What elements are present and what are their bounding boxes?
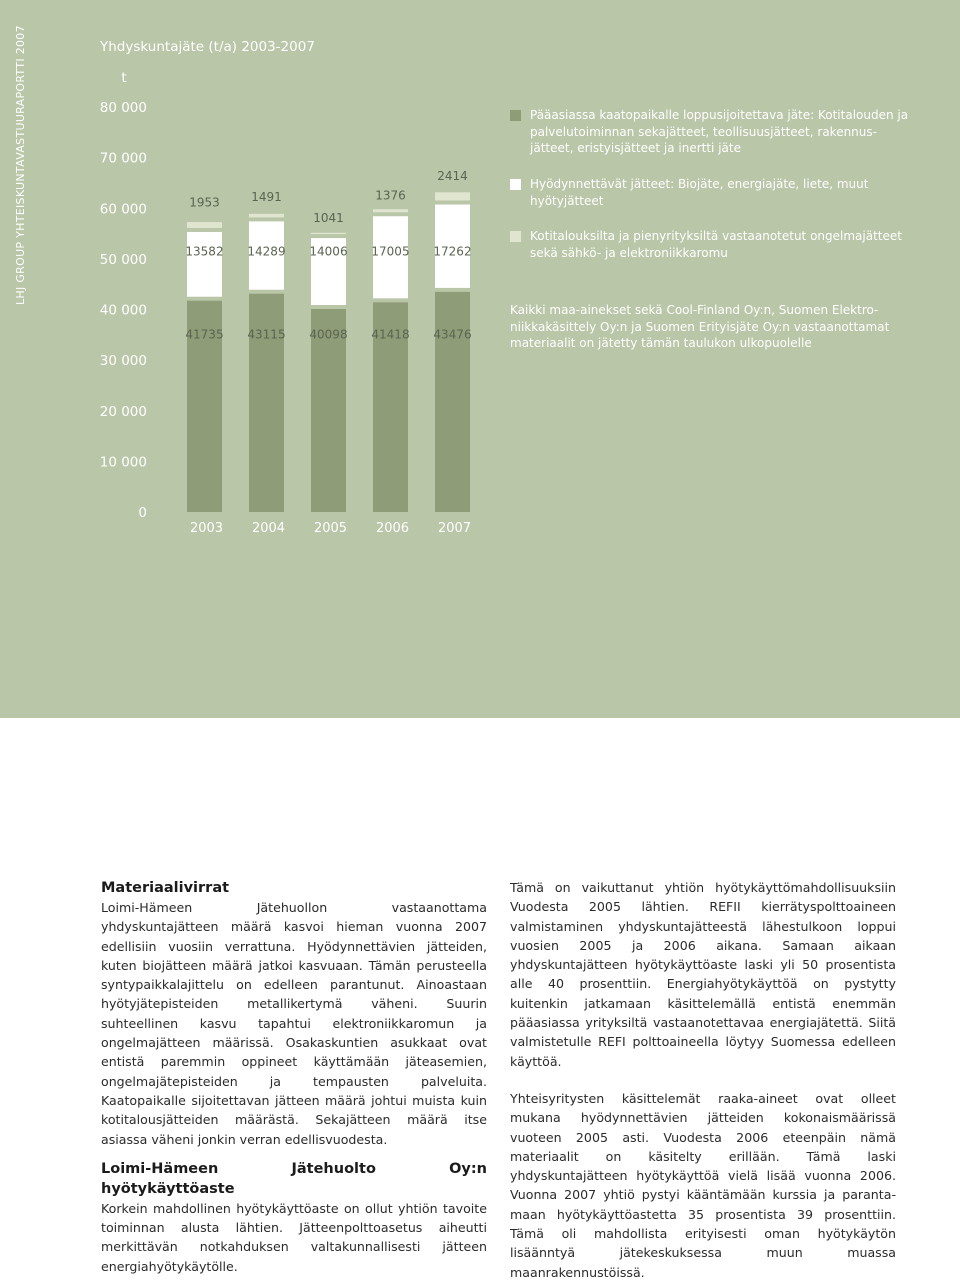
data-label-household-small: 1491 <box>251 190 282 205</box>
y-tick-label: 60 000 <box>99 201 147 218</box>
bar-household-small <box>373 209 408 212</box>
x-tick-label: 2007 <box>437 521 472 536</box>
data-label-recoverable: 17005 <box>371 244 410 259</box>
data-label-recoverable: 17262 <box>433 244 472 259</box>
y-tick-label: 30 000 <box>99 353 147 370</box>
bar-landfill <box>435 292 470 512</box>
y-tick-label: 40 000 <box>99 302 147 319</box>
report-side-label: LHJ GROUP YHTEISKUNTAVASTUURAPORTTI 2007 <box>14 25 27 305</box>
y-tick-label: 70 000 <box>99 150 147 167</box>
data-label-recoverable: 14289 <box>247 244 286 259</box>
data-label-household-small: 2414 <box>437 168 468 183</box>
legend-label-landfill: Pääasiassa kaatopaikalle loppusijoitettava jäte: Kotitalouden ja palvelutoiminnan sekajätteet, teollisuusjätteet, rakennusjätteet, eristyisjätteet ja inertti jäte <box>530 108 909 155</box>
paragraph-hyotykayttoaste-intro: Korkein mahdollinen hyötykäyttöaste on ollut yhtiön tavoite toiminnan alusta lähtien. Jätteenpolttoasetus aiheutti merkittävän notkahduksen valtakunnallisesti jätteen energiahyötykäytölle. <box>101 1200 487 1274</box>
bar-household-small <box>187 222 222 228</box>
heading-materiaalivirrat: Materiaalivirrat <box>101 880 230 896</box>
article-column-left <box>101 878 487 1276</box>
data-label-recoverable: 13582 <box>185 244 224 259</box>
data-label-landfill: 43115 <box>247 327 286 342</box>
data-label-recoverable: 14006 <box>309 244 348 259</box>
heading-hyotykayttoaste: Loimi-Hämeen Jätehuolto Oy:n hyötykäyttöaste <box>101 1160 487 1197</box>
paragraph-joint-ventures: Yhteisyritysten käsittelemät raaka-aineet ovat olleet mukana hyödynnettävien jätteiden kokonaismäärissä vuoteen 2005 asti. Vuodesta 2006 eteenpäin nämä materiaalit on käsitelty erillään. Tämä laski yhdyskuntajätteen hyötykäyttöä vielä lisää vuonna 2006. Vuonna 2007 yhtiö pystyi kääntämään kurssia ja parantamaan hyötykäyttöastetta 35 prosentista 39 prosenttiin. Tämä oli mahdollista erityisesti oman hyötykäytön lisäänntyä jätekeskuksessa muun muassa maanrakennustöissä. <box>510 1090 896 1280</box>
legend-swatch-landfill <box>510 110 521 121</box>
y-tick-label: 10 000 <box>99 454 147 471</box>
legend-item-landfill <box>510 107 910 157</box>
paragraph-materiaalivirrat: Loimi-Hämeen Jätehuollon vastaanottama yhdyskuntajätteen määrä kasvoi hieman vuonna 2007 edellisiin vuosiin verrattuna. Hyödynnettävien jätteiden, kuten biojätteen määrä jatkoi kasvuaan. Tämän perusteella syntypaikkalajittelu on edelleen parantunut. Ainoastaan hyötyjätepisteiden metallikertymä väheni. Suurin suhteellinen kasvu tapahtui elektroniikkaromun ja ongelmajätteen määrissä. Osakaskuntien asukkaat ovat entistä paremmin oppineet käyttämään jäteasemien, ongelmajätepisteiden ja tempausten palveluita. Kaatopaikalle sijoitettavan jätteen määrä johtui muista kuin kotitalousjätteiden määrästä. Sekajätteen määrä itse asiassa väheni jonkin verran edellisvuodesta. <box>101 900 487 1147</box>
data-label-household-small: 1953 <box>189 195 220 210</box>
chart-title: Yhdyskuntajäte (t/a) 2003-2007 <box>100 39 315 55</box>
bar-household-small <box>249 214 284 218</box>
y-tick-label: 20 000 <box>99 403 147 420</box>
legend-swatch-recoverable <box>510 179 521 190</box>
data-label-household-small: 1041 <box>313 210 344 225</box>
legend-label-household-small: Kotitalouksilta ja pienyrityksiltä vastaanotetut ongelmajätteet sekä sähkö- ja elektroniikkaromu <box>530 229 902 260</box>
data-label-landfill: 41418 <box>371 327 410 342</box>
x-tick-label: 2006 <box>375 521 410 536</box>
data-label-household-small: 1376 <box>375 188 406 203</box>
legend-swatch-household-small <box>510 231 521 242</box>
legend-label-recoverable: Hyödynnettävät jätteet: Biojäte, energiajäte, liete, muut hyötyjätteet <box>530 177 869 208</box>
y-axis-label: t <box>121 70 127 86</box>
y-tick-label: 0 <box>138 505 147 521</box>
bar-household-small <box>311 233 346 234</box>
y-tick-label: 50 000 <box>99 251 147 268</box>
x-tick-label: 2005 <box>313 521 348 536</box>
legend-item-recoverable <box>510 176 910 209</box>
x-tick-label: 2004 <box>251 521 286 536</box>
bar-recoverable <box>187 232 222 297</box>
bar-household-small <box>435 192 470 200</box>
data-label-landfill: 43476 <box>433 327 472 342</box>
article-column-right <box>510 878 896 1282</box>
chart-note: Kaikki maa-ainekset sekä Cool-Finland Oy:n, Suomen Elektroniikkakäsittely Oy:n ja Suomen Erityisjäte Oy:n vastaanottamat materiaalit on jätetty tämän taulukon ulkopuolelle <box>510 303 890 350</box>
legend-item-household-small <box>510 228 910 261</box>
data-label-landfill: 40098 <box>309 327 348 342</box>
x-tick-label: 2003 <box>189 521 224 536</box>
data-label-landfill: 41735 <box>185 327 224 342</box>
paragraph-hyotykaytto-history: Tämä on vaikuttanut yhtiön hyötykäyttömahdollisuuksiin Vuodesta 2005 lähtien. REFII kierrätyspolttoaineen valmistaminen yhdyskuntajätteestä lähestulkoon loppui vuosien 2005 ja 2006 aikana. Samaan aikaan yhdyskuntajätteen hyötykäyttöaste laski yli 50 prosentista alle 40 prosenttiin. Energiahyötykäyttöä on pystytty kuitenkin jatkamaan käsittelemällä entistä enemmän pääasiassa yrityksiltä vastaanotettavaa energiajätettä. Siitä valmistetulle REFI polttoaineella löytyy Suomessa edelleen käyttöä. <box>510 880 896 1069</box>
y-tick-label: 80 000 <box>99 100 147 116</box>
